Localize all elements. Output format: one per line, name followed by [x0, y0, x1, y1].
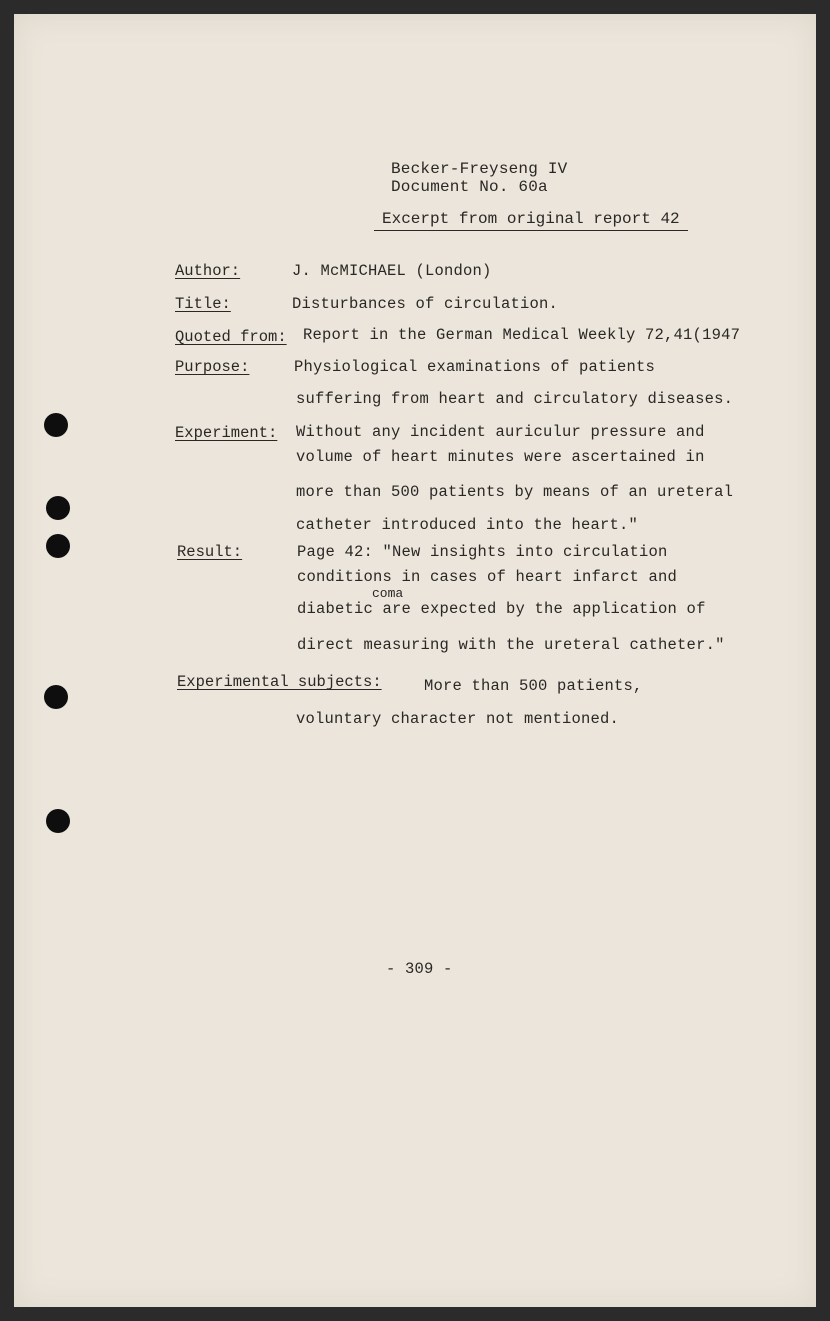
subjects-label: Experimental subjects: — [177, 673, 382, 691]
purpose-line: suffering from heart and circulatory diseases. — [296, 390, 734, 408]
punch-hole — [46, 496, 70, 520]
experiment-line: more than 500 patients by means of an ureteral — [296, 483, 734, 501]
result-line: diabetic are expected by the application of — [297, 600, 706, 618]
experiment-line: Without any incident auriculur pressure and — [296, 423, 705, 441]
punch-hole — [44, 413, 68, 437]
result-label: Result: — [177, 543, 243, 561]
document-page — [14, 14, 816, 1307]
title-label: Title: — [175, 295, 231, 313]
result-line: Page 42: "New insights into circulation — [297, 543, 668, 561]
experiment-label: Experiment: — [175, 424, 278, 442]
document-series: Becker-Freyseng IV — [391, 160, 568, 178]
punch-hole — [46, 809, 70, 833]
punch-hole — [44, 685, 68, 709]
purpose-line: Physiological examinations of patients — [294, 358, 656, 376]
author-value: J. McMICHAEL (London) — [292, 262, 492, 280]
experiment-line: volume of heart minutes were ascertained in — [296, 448, 705, 466]
purpose-label: Purpose: — [175, 358, 250, 376]
result-line: direct measuring with the ureteral catheter." — [297, 636, 725, 654]
result-insertion: coma — [372, 586, 404, 601]
excerpt-heading: Excerpt from original report 42 — [374, 210, 688, 231]
punch-hole — [46, 534, 70, 558]
author-label: Author: — [175, 262, 241, 280]
quoted-from-value: Report in the German Medical Weekly 72,41(1947 — [303, 326, 741, 344]
page-number: - 309 - — [386, 960, 453, 978]
title-value: Disturbances of circulation. — [292, 295, 559, 313]
quoted-from-label: Quoted from: — [175, 328, 287, 346]
result-line: conditions in cases of heart infarct and — [297, 568, 678, 586]
subjects-line: More than 500 patients, — [424, 677, 643, 695]
experiment-line: catheter introduced into the heart." — [296, 516, 639, 534]
subjects-line: voluntary character not mentioned. — [296, 710, 620, 728]
document-number: Document No. 60a — [391, 178, 548, 196]
